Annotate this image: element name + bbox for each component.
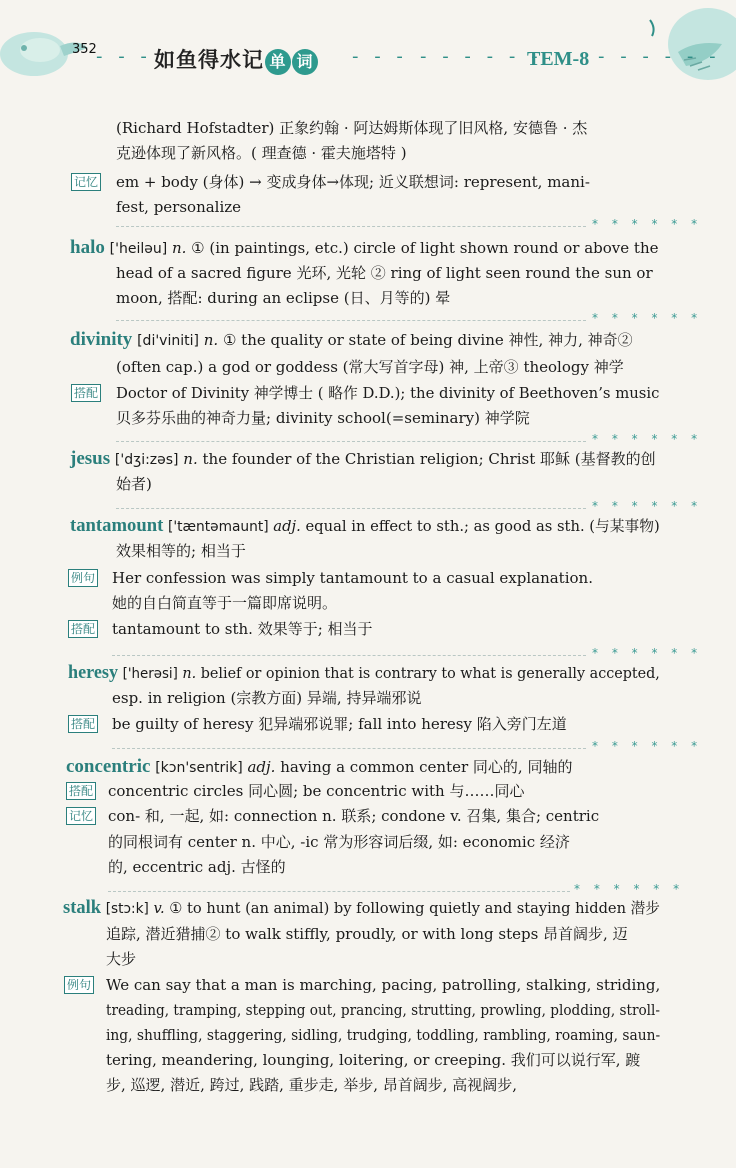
definition: the founder of the Christian religion; Christ 耶稣 (基督教的创 <box>202 450 656 468</box>
entry-jesus <box>70 447 656 472</box>
definition-line: head of a sacred figure 光环, 光轮 ② ring of light seen round the sun or <box>116 264 653 282</box>
page-header <box>0 0 736 100</box>
collocation-text: Doctor of Divinity 神学博士 ( 略作 D.D.); the divinity of Beethoven’s music <box>116 384 660 402</box>
collocation-text: be guilty of heresy 犯异端邪说罪; fall into heresy 陷入旁门左道 <box>112 715 567 733</box>
star-rating: * * * * * * <box>592 217 703 231</box>
collocation-tag: 搭配 <box>71 384 101 402</box>
definition-line: 始者) <box>116 475 152 493</box>
fish-decoration-icon <box>626 0 736 90</box>
headword: concentric <box>66 756 151 777</box>
entry-halo <box>70 236 658 261</box>
part-of-speech: adj. <box>273 517 301 535</box>
definition-line: (often cap.) a god or goddess (常大写首字母) 神, 上帝③ theology 神学 <box>116 358 624 376</box>
part-of-speech: n. <box>182 664 197 682</box>
star-rating: * * * * * * <box>592 646 703 660</box>
phonetic: ['heiləu] <box>109 241 168 257</box>
book-title-circle-2: 词 <box>292 49 318 75</box>
phonetic: [kɔn'sentrik] <box>155 760 243 776</box>
definition: belief or opinion that is contrary to what is generally accepted, <box>200 664 660 682</box>
definition: ① to hunt (an animal) by following quietly and staying hidden 潜步 <box>169 899 660 917</box>
collocation-tag: 搭配 <box>68 620 98 638</box>
header-rule: - - - - - - <box>598 46 721 67</box>
entry-tantamount <box>70 514 660 539</box>
definition-line: 大步 <box>106 950 137 968</box>
memory-tag: 记忆 <box>66 807 96 825</box>
entry-separator <box>108 891 570 892</box>
part-of-speech: n. <box>203 331 219 349</box>
definition-line: 追踪, 潜近猎捕② to walk stiffly, proudly, or with long steps 昂首阔步, 迈 <box>106 925 628 943</box>
phonetic: ['tæntəmaunt] <box>168 519 269 535</box>
definition: ① the quality or state of being divine 神性, 神力, 神奇② <box>222 331 633 349</box>
book-title-text: 如鱼得水记 <box>154 48 264 72</box>
part-of-speech: adj. <box>247 758 276 776</box>
definition: equal in effect to sth.; as good as sth. (与某事物) <box>305 517 660 535</box>
definition-line: moon, 搭配: during an eclipse (日、月等的) 晕 <box>116 289 451 307</box>
header-rule: - - - <box>352 46 408 67</box>
example-text: Her confession was simply tantamount to a casual explanation. <box>112 569 593 587</box>
headword: halo <box>70 237 105 258</box>
page-number: 352 <box>72 42 97 57</box>
collocation-tag: 搭配 <box>68 715 98 733</box>
star-rating: * * * * * * <box>592 311 703 325</box>
memory-text: 的同根词有 center n. 中心, -ic 常为形容词后缀, 如: economic 经济 <box>108 833 570 851</box>
phonetic: ['herəsi] <box>122 666 178 682</box>
example-tag: 例句 <box>64 976 94 994</box>
entry-heresy <box>68 661 660 686</box>
entry-separator <box>116 226 586 227</box>
example-tag: 例句 <box>68 569 98 587</box>
series-label: TEM-8 <box>527 48 590 70</box>
entry-divinity <box>70 328 633 353</box>
intro-line: (Richard Hofstadter) 正象约翰 · 阿达姆斯体现了旧风格, 安德鲁 · 杰 <box>116 119 588 137</box>
memory-text: em + body (身体) → 变成身体→体现; 近义联想词: represent, mani- <box>116 173 590 191</box>
collocation-tag: 搭配 <box>66 782 96 800</box>
entry-separator <box>112 655 586 656</box>
book-title-circle-1: 单 <box>265 49 291 75</box>
example-translation: 她的自白简直等于一篇即席说明。 <box>112 594 338 612</box>
part-of-speech: v. <box>153 899 165 917</box>
part-of-speech: n. <box>183 450 198 468</box>
header-rule: - - - <box>96 46 152 67</box>
definition-line: esp. in religion (宗教方面) 异端, 持异端邪说 <box>112 689 422 707</box>
header-rule: - - - - - - <box>420 46 543 67</box>
memory-text: fest, personalize <box>116 198 242 216</box>
definition: having a common center 同心的, 同轴的 <box>280 758 573 776</box>
entry-separator <box>116 441 586 442</box>
headword: stalk <box>63 897 102 918</box>
star-rating: * * * * * * <box>592 432 703 446</box>
headword: tantamount <box>70 515 164 536</box>
definition: ① (in paintings, etc.) circle of light shown round or above the <box>191 239 659 257</box>
memory-text: 的, eccentric adj. 古怪的 <box>108 858 286 876</box>
entry-separator <box>116 320 586 321</box>
example-text: We can say that a man is marching, pacing, patrolling, stalking, striding, <box>106 976 661 994</box>
memory-text: con- 和, 一起, 如: connection n. 联系; condone v. 召集, 集合; centric <box>108 807 600 825</box>
phonetic: [stɔ:k] <box>105 901 149 917</box>
phonetic: [di'viniti] <box>137 333 199 349</box>
example-text: treading, tramping, stepping out, prancing, strutting, prowling, plodding, stroll- <box>106 1001 660 1019</box>
headword: divinity <box>70 329 133 350</box>
star-rating: * * * * * * <box>574 882 685 896</box>
headword: heresy <box>68 662 119 683</box>
collocation-text: concentric circles 同心圆; be concentric with 与……同心 <box>108 782 525 800</box>
definition-line: 效果相等的; 相当于 <box>116 542 246 560</box>
entry-concentric <box>66 755 572 780</box>
star-rating: * * * * * * <box>592 739 703 753</box>
example-translation: 步, 巡逻, 潜近, 跨过, 践踏, 重步走, 举步, 昂首阔步, 高视阔步, <box>106 1076 518 1094</box>
intro-line: 克逊体现了新风格。( 理查德 · 霍夫施塔特 ) <box>116 144 407 162</box>
entry-stalk <box>63 896 660 921</box>
entry-separator <box>112 748 586 749</box>
headword: jesus <box>70 448 111 469</box>
example-text: ing, shuffling, staggering, sidling, trudging, toddling, rambling, roaming, saun- <box>106 1026 661 1044</box>
star-rating: * * * * * * <box>592 499 703 513</box>
collocation-text: 贝多芬乐曲的神奇力量; divinity school(=seminary) 神学院 <box>116 409 530 427</box>
part-of-speech: n. <box>171 239 187 257</box>
collocation-text: tantamount to sth. 效果等于; 相当于 <box>112 620 373 638</box>
example-text: tering, meandering, lounging, loitering, or creeping. 我们可以说行军, 踱 <box>106 1051 641 1069</box>
entry-separator <box>116 508 586 509</box>
phonetic: ['dʒi:zəs] <box>114 452 179 468</box>
book-title <box>154 44 318 75</box>
memory-tag: 记忆 <box>71 173 101 191</box>
